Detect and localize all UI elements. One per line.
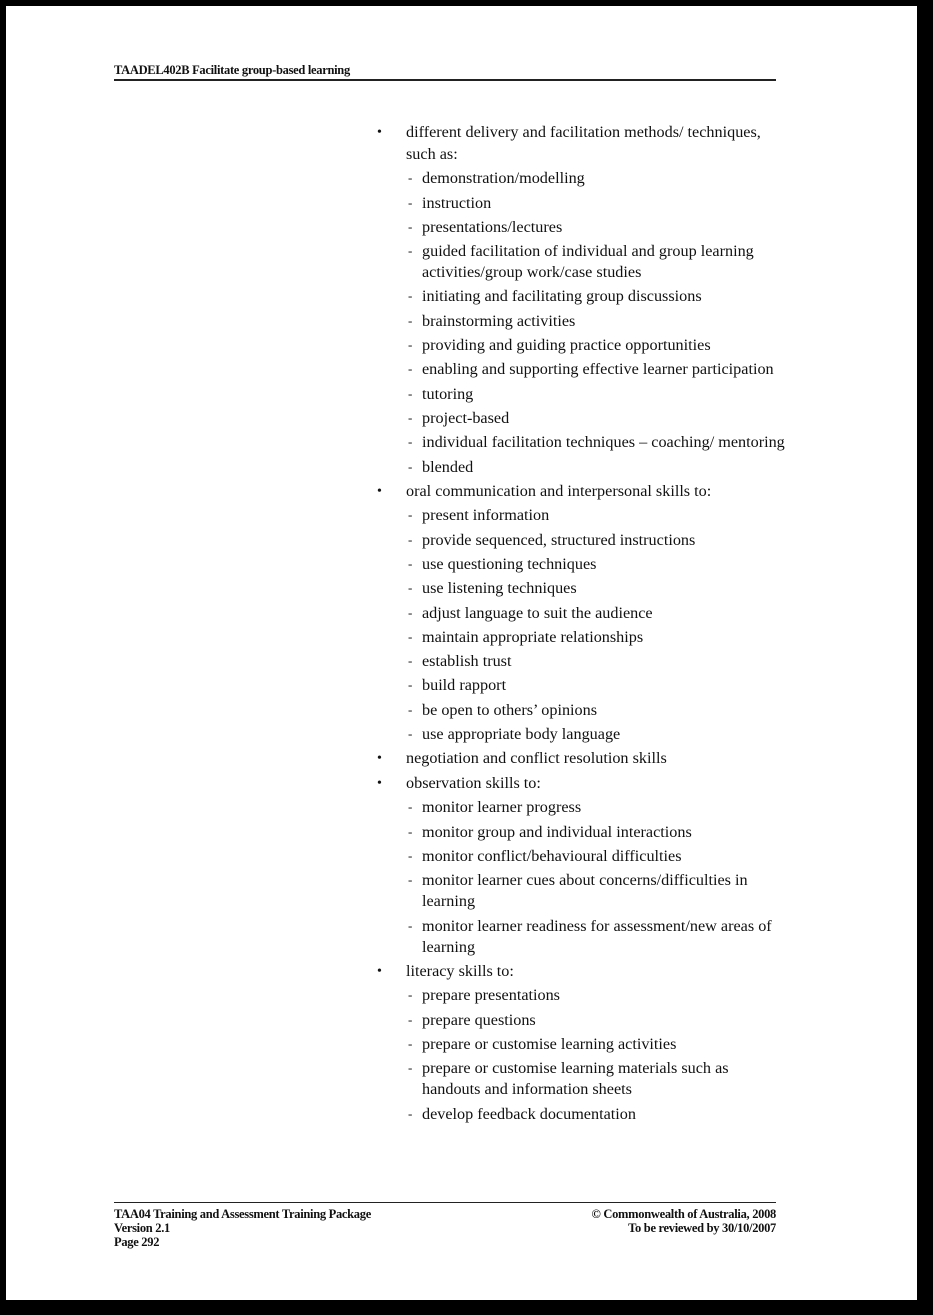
dash-icon: -	[408, 1011, 413, 1027]
list-item-text: observation skills to:	[406, 773, 541, 792]
header-title: TAADEL402B Facilitate group-based learning	[114, 63, 350, 77]
dash-icon: -	[408, 194, 413, 210]
sub-list-item-text: providing and guiding practice opportunities	[422, 336, 711, 355]
sub-list-item	[406, 675, 789, 696]
dash-icon: -	[408, 701, 413, 717]
dash-icon: -	[408, 799, 413, 815]
dash-icon: -	[408, 361, 413, 377]
dash-icon: -	[408, 170, 413, 186]
list-item	[369, 122, 789, 478]
dash-icon: -	[408, 243, 413, 259]
footer-left	[114, 1207, 371, 1249]
sub-list-item-text: use questioning techniques	[422, 554, 597, 573]
sub-list-item	[406, 1104, 789, 1125]
sub-list	[406, 797, 789, 957]
sub-list-item-text: prepare or customise learning materials such as handouts and information sheets	[422, 1059, 729, 1099]
sub-list-item	[406, 359, 789, 380]
sub-list-item-text: presentations/lectures	[422, 217, 563, 236]
footer-version: Version 2.1	[114, 1221, 170, 1235]
list-item-text: oral communication and interpersonal skills to:	[406, 481, 712, 500]
sub-list-item	[406, 241, 789, 283]
sub-list-item	[406, 505, 789, 526]
sub-list-item	[406, 335, 789, 356]
dash-icon: -	[408, 847, 413, 863]
sub-list-item	[406, 168, 789, 189]
dash-icon: -	[408, 604, 413, 620]
dash-icon: -	[408, 726, 413, 742]
dash-icon: -	[408, 312, 413, 328]
sub-list-item-text: monitor learner progress	[422, 798, 582, 817]
dash-icon: -	[408, 872, 413, 888]
dash-icon: -	[408, 458, 413, 474]
bullet-icon: •	[377, 483, 382, 499]
sub-list-item-text: initiating and facilitating group discussions	[422, 287, 702, 306]
sub-list-item	[406, 985, 789, 1006]
document-page	[6, 6, 917, 1300]
bullet-icon: •	[377, 125, 382, 140]
sub-list-item-text: prepare or customise learning activities	[422, 1034, 677, 1053]
dash-icon: -	[408, 580, 413, 596]
sub-list-item	[406, 603, 789, 624]
sub-list-item	[406, 432, 789, 453]
footer-package: TAA04 Training and Assessment Training Package	[114, 1207, 371, 1221]
dash-icon: -	[408, 434, 413, 450]
list-item	[369, 481, 789, 745]
dash-icon: -	[408, 337, 413, 353]
sub-list-item-text: adjust language to suit the audience	[422, 603, 653, 622]
sub-list-item-text: monitor group and individual interactions	[422, 822, 692, 841]
sub-list-item	[406, 193, 789, 214]
sub-list-item	[406, 822, 789, 843]
sub-list-item-text: be open to others’ opinions	[422, 700, 598, 719]
sub-list-item	[406, 870, 789, 912]
list-item	[369, 773, 789, 958]
dash-icon: -	[408, 1105, 413, 1121]
sub-list-item-text: blended	[422, 457, 474, 476]
sub-list-item	[406, 554, 789, 575]
sub-list-item-text: brainstorming activities	[422, 311, 576, 330]
dash-icon: -	[408, 555, 413, 571]
list-item-text: negotiation and conflict resolution skills	[406, 749, 667, 768]
sub-list-item	[406, 651, 789, 672]
sub-list-item-text: demonstration/modelling	[422, 169, 585, 188]
sub-list-item-text: individual facilitation techniques – coaching/ mentoring	[422, 433, 785, 452]
sub-list-item	[406, 408, 789, 429]
sub-list-item	[406, 578, 789, 599]
dash-icon: -	[408, 677, 413, 693]
sub-list-item	[406, 457, 789, 478]
sub-list-item	[406, 384, 789, 405]
sub-list-item-text: maintain appropriate relationships	[422, 627, 644, 646]
dash-icon: -	[408, 507, 413, 523]
sub-list-item-text: use listening techniques	[422, 579, 577, 598]
sub-list-item	[406, 286, 789, 307]
dash-icon: -	[408, 987, 413, 1003]
sub-list-item	[406, 217, 789, 238]
dash-icon: -	[408, 628, 413, 644]
bullet-icon: •	[377, 751, 382, 767]
footer-review-date: To be reviewed by 30/10/2007	[628, 1221, 776, 1235]
sub-list-item	[406, 1010, 789, 1031]
list-item	[369, 961, 789, 1125]
dash-icon: -	[408, 288, 413, 304]
sub-list-item	[406, 846, 789, 867]
sub-list-item	[406, 311, 789, 332]
sub-list-item-text: monitor learner cues about concerns/difficulties in learning	[422, 871, 748, 911]
page-footer	[114, 1202, 776, 1249]
sub-list-item-text: prepare presentations	[422, 986, 560, 1005]
dash-icon: -	[408, 385, 413, 401]
sub-list-item-text: use appropriate body language	[422, 725, 621, 744]
sub-list-item	[406, 916, 789, 958]
sub-list-item	[406, 724, 789, 745]
sub-list	[406, 985, 789, 1124]
dash-icon: -	[408, 218, 413, 234]
sub-list-item-text: monitor learner readiness for assessment/new areas of learning	[422, 916, 772, 956]
list-item-text: different delivery and facilitation methods/ techniques, such as:	[406, 123, 761, 163]
sub-list-item-text: prepare questions	[422, 1010, 536, 1029]
footer-copyright: © Commonwealth of Australia, 2008	[591, 1207, 776, 1221]
sub-list-item	[406, 700, 789, 721]
list-item	[369, 748, 789, 770]
sub-list-item-text: present information	[422, 506, 550, 525]
dash-icon: -	[408, 917, 413, 933]
dash-icon: -	[408, 823, 413, 839]
footer-page-number: Page 292	[114, 1235, 160, 1249]
sub-list-item-text: guided facilitation of individual and group learning activities/group work/case studies	[422, 242, 754, 282]
sub-list-item-text: monitor conflict/behavioural difficulties	[422, 846, 682, 865]
sub-list-item	[406, 1058, 789, 1100]
page-header	[114, 62, 776, 81]
sub-list-item-text: establish trust	[422, 652, 512, 671]
dash-icon: -	[408, 653, 413, 669]
sub-list-item-text: project-based	[422, 408, 510, 427]
bullet-icon: •	[377, 963, 382, 979]
sub-list-item	[406, 627, 789, 648]
bullet-icon: •	[377, 775, 382, 791]
dash-icon: -	[408, 409, 413, 425]
sub-list-item-text: tutoring	[422, 384, 474, 403]
sub-list	[406, 505, 789, 745]
sub-list-item	[406, 1034, 789, 1055]
dash-icon: -	[408, 1035, 413, 1051]
footer-right	[591, 1207, 776, 1235]
sub-list-item-text: build rapport	[422, 676, 507, 695]
dash-icon: -	[408, 531, 413, 547]
list-item-text: literacy skills to:	[406, 961, 514, 980]
sub-list-item	[406, 530, 789, 551]
sub-list-item-text: develop feedback documentation	[422, 1104, 636, 1123]
sub-list-item-text: enabling and supporting effective learner participation	[422, 360, 774, 379]
sub-list	[406, 168, 789, 477]
sub-list-item	[406, 797, 789, 818]
sub-list-item-text: instruction	[422, 193, 492, 212]
sub-list-item-text: provide sequenced, structured instructions	[422, 530, 696, 549]
bullet-list	[369, 122, 789, 1128]
dash-icon: -	[408, 1060, 413, 1076]
